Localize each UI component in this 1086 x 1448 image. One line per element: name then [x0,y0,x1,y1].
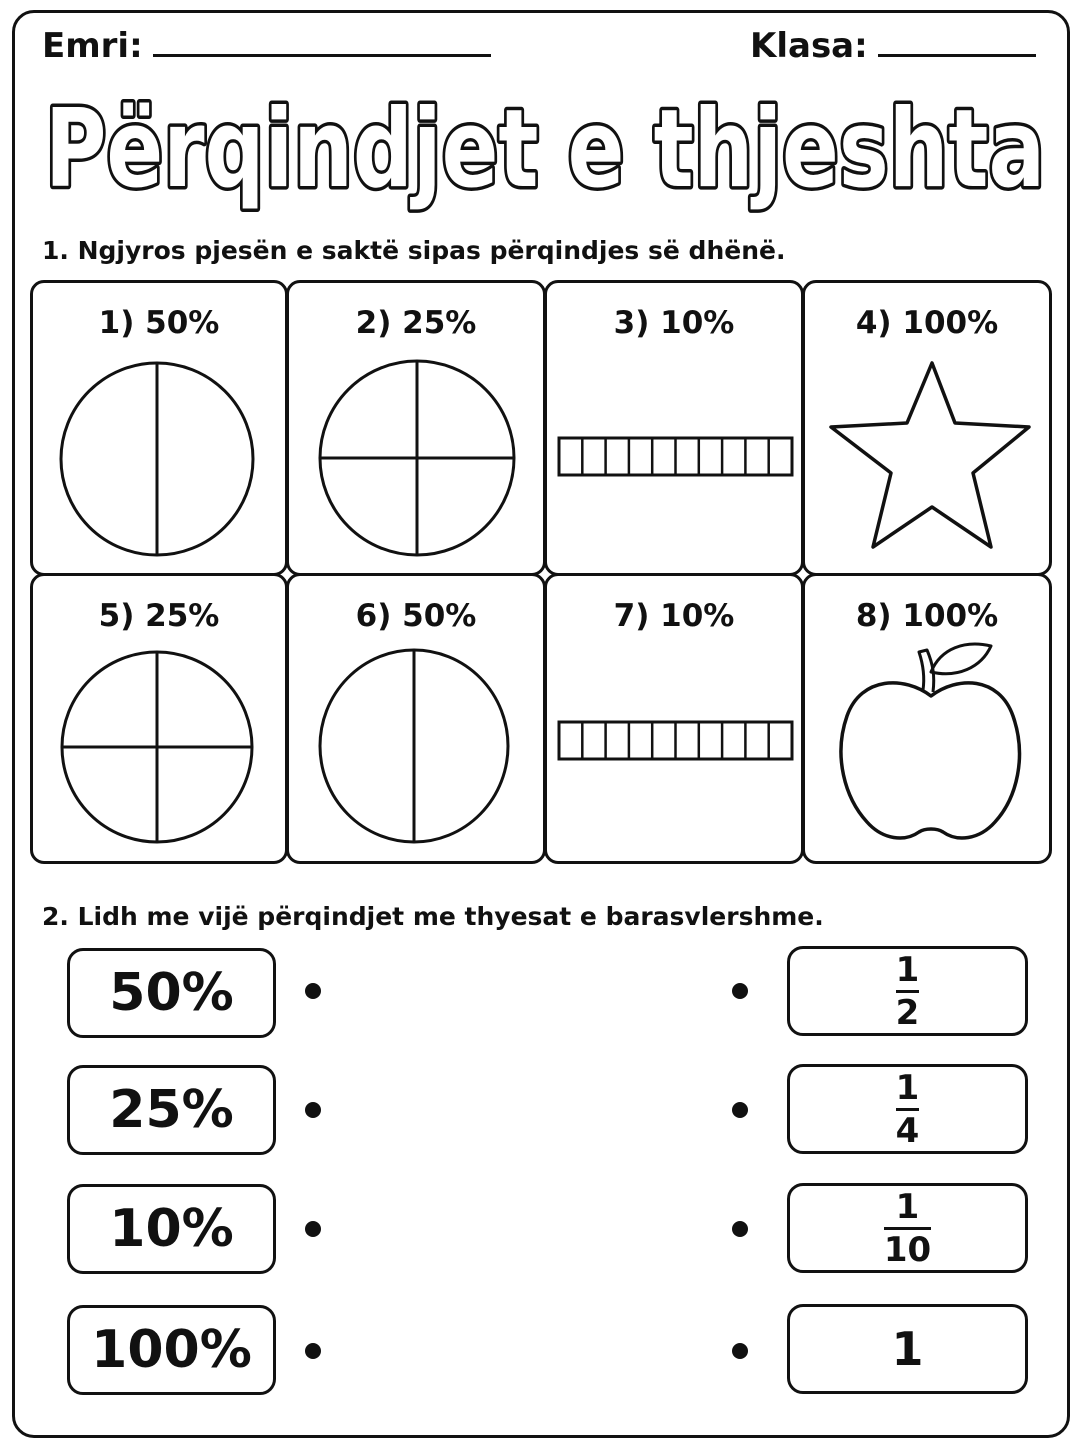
cell-label-8: 8) 100% [855,598,999,634]
fraction-numerator: 1 [895,949,920,990]
left-connect-dot[interactable] [305,1221,321,1237]
fraction [895,949,920,1033]
fraction [895,1067,920,1151]
bar-tenths-shape[interactable] [547,576,807,867]
right-connect-dot[interactable] [732,1102,748,1118]
class-blank-line[interactable] [878,28,1036,57]
star-icon[interactable] [805,283,1055,579]
fraction-whole: 1 [891,1322,924,1376]
fraction-numerator: 1 [895,1186,920,1227]
grid-cell-3[interactable] [544,280,804,576]
section2-instruction: 2. Lidh me vijë përqindjet me thyesat e barasvlershme. [42,902,824,931]
cell-label-2: 2) 25% [355,305,477,341]
fraction-denominator: 10 [883,1229,932,1270]
percent-box-25[interactable]: 25% [67,1065,276,1155]
right-connect-dot[interactable] [732,1343,748,1359]
left-connect-dot[interactable] [305,983,321,999]
grid-cell-7[interactable] [544,573,804,864]
grid-cell-5[interactable] [30,573,288,864]
class-label: Klasa: [750,26,868,66]
cell-label-1: 1) 50% [98,305,220,341]
circle-halves-shape[interactable] [289,576,549,867]
grid-cell-4[interactable] [802,280,1052,576]
percent-box-100[interactable]: 100% [67,1305,276,1395]
grid-cell-1[interactable] [30,280,288,576]
percent-box-50[interactable]: 50% [67,948,276,1038]
right-connect-dot[interactable] [732,1221,748,1237]
fraction-box-half[interactable] [787,946,1028,1036]
fraction-numerator: 1 [895,1067,920,1108]
fraction-denominator: 2 [895,992,920,1033]
section1-instruction: 1. Ngjyros pjesën e saktë sipas përqindjes së dhënë. [42,236,786,265]
fraction-box-quarter[interactable] [787,1064,1028,1154]
circle-quarters-shape[interactable] [33,576,291,867]
name-label: Emri: [42,26,143,66]
right-connect-dot[interactable] [732,983,748,999]
name-blank-line[interactable] [153,28,491,57]
name-field[interactable] [42,26,491,66]
apple-icon[interactable] [805,576,1055,867]
cell-label-3: 3) 10% [613,305,735,341]
circle-quarters-shape[interactable] [289,283,549,579]
left-connect-dot[interactable] [305,1343,321,1359]
shape-grid [30,280,1052,864]
cell-label-4: 4) 100% [855,305,999,341]
fraction-box-whole[interactable] [787,1304,1028,1394]
cell-label-6: 6) 50% [355,598,477,634]
page-title [40,78,1050,218]
fraction [883,1186,932,1270]
class-field[interactable] [750,26,1036,66]
grid-cell-8[interactable] [802,573,1052,864]
percent-box-10[interactable]: 10% [67,1184,276,1274]
grid-cell-6[interactable] [286,573,546,864]
fraction-box-tenth[interactable] [787,1183,1028,1273]
page-title-text: Përqindjet e thjeshta [45,87,1045,212]
cell-label-7: 7) 10% [613,598,735,634]
cell-label-5: 5) 25% [98,598,220,634]
circle-halves-shape[interactable] [33,283,291,579]
grid-cell-2[interactable] [286,280,546,576]
fraction-denominator: 4 [895,1110,920,1151]
bar-tenths-shape[interactable] [547,283,807,579]
left-connect-dot[interactable] [305,1102,321,1118]
